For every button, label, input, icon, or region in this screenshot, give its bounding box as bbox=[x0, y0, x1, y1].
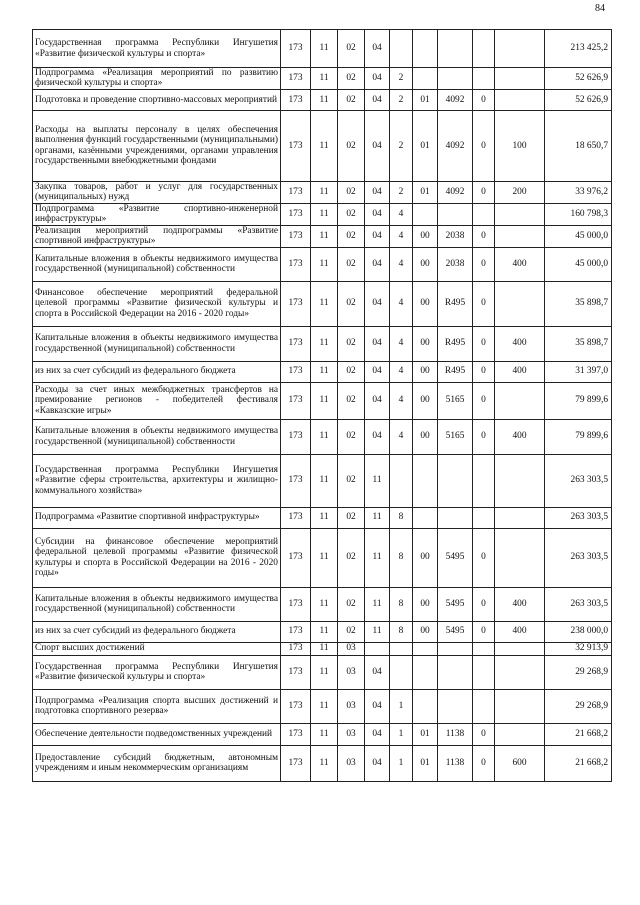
code-cell: 01 bbox=[413, 181, 438, 203]
row-name-cell: Предоставление субсидий бюджетным, автономным учреждениям и иным некоммерческим организациям bbox=[33, 745, 281, 781]
code-cell: 4 bbox=[390, 361, 413, 382]
code-cell: 173 bbox=[281, 68, 311, 90]
code-cell: 02 bbox=[338, 621, 365, 642]
code-cell: 11 bbox=[311, 30, 338, 68]
code-cell: 5495 bbox=[438, 621, 473, 642]
code-cell: 400 bbox=[495, 326, 545, 361]
code-cell: 173 bbox=[281, 419, 311, 454]
code-cell: 173 bbox=[281, 203, 311, 225]
code-cell: 02 bbox=[338, 30, 365, 68]
code-cell: 03 bbox=[338, 745, 365, 781]
code-cell: 01 bbox=[413, 745, 438, 781]
code-cell: 04 bbox=[365, 655, 390, 689]
code-cell: 02 bbox=[338, 203, 365, 225]
code-cell: 173 bbox=[281, 745, 311, 781]
code-cell: 4 bbox=[390, 203, 413, 225]
code-cell: 02 bbox=[338, 382, 365, 419]
code-cell: 04 bbox=[365, 225, 390, 247]
amount-cell: 21 668,2 bbox=[545, 745, 612, 781]
code-cell: 1138 bbox=[438, 723, 473, 745]
code-cell bbox=[495, 723, 545, 745]
code-cell: 11 bbox=[311, 528, 338, 587]
code-cell: 02 bbox=[338, 326, 365, 361]
code-cell: 01 bbox=[413, 110, 438, 181]
code-cell: 11 bbox=[311, 723, 338, 745]
code-cell: 4 bbox=[390, 419, 413, 454]
table-row bbox=[33, 723, 612, 745]
table-row bbox=[33, 326, 612, 361]
code-cell: 1 bbox=[390, 723, 413, 745]
amount-cell: 35 898,7 bbox=[545, 326, 612, 361]
table-row bbox=[33, 621, 612, 642]
page-number: 84 bbox=[595, 3, 605, 14]
code-cell: 173 bbox=[281, 30, 311, 68]
code-cell bbox=[495, 225, 545, 247]
code-cell: 173 bbox=[281, 181, 311, 203]
code-cell: 173 bbox=[281, 281, 311, 326]
row-name-cell: Обеспечение деятельности подведомственных учреждений bbox=[33, 723, 281, 745]
code-cell: 02 bbox=[338, 587, 365, 621]
code-cell bbox=[495, 68, 545, 90]
table-body bbox=[33, 30, 612, 782]
code-cell: 04 bbox=[365, 361, 390, 382]
amount-cell: 33 976,2 bbox=[545, 181, 612, 203]
table-row bbox=[33, 89, 612, 110]
row-name-cell: Подпрограмма «Развитие спортивной инфраструктуры» bbox=[33, 507, 281, 528]
code-cell: 00 bbox=[413, 247, 438, 281]
code-cell bbox=[473, 655, 495, 689]
row-name-cell: Капитальные вложения в объекты недвижимого имущества государственной (муниципальной) собственности bbox=[33, 247, 281, 281]
code-cell: R495 bbox=[438, 361, 473, 382]
code-cell: 200 bbox=[495, 181, 545, 203]
code-cell: 4092 bbox=[438, 110, 473, 181]
amount-cell: 79 899,6 bbox=[545, 419, 612, 454]
table-row bbox=[33, 382, 612, 419]
table-row bbox=[33, 361, 612, 382]
row-name-cell: Капитальные вложения в объекты недвижимого имущества государственной (муниципальной) собственности bbox=[33, 419, 281, 454]
code-cell: 11 bbox=[311, 326, 338, 361]
amount-cell: 29 268,9 bbox=[545, 655, 612, 689]
code-cell bbox=[495, 689, 545, 723]
code-cell: 0 bbox=[473, 528, 495, 587]
code-cell: 173 bbox=[281, 621, 311, 642]
amount-cell: 45 000,0 bbox=[545, 225, 612, 247]
code-cell: 11 bbox=[365, 587, 390, 621]
row-name-cell: Подготовка и проведение спортивно-массовых мероприятий bbox=[33, 89, 281, 110]
code-cell: 0 bbox=[473, 419, 495, 454]
code-cell bbox=[413, 30, 438, 68]
code-cell: 0 bbox=[473, 745, 495, 781]
code-cell: 11 bbox=[311, 225, 338, 247]
code-cell: 173 bbox=[281, 326, 311, 361]
code-cell: 0 bbox=[473, 181, 495, 203]
amount-cell: 35 898,7 bbox=[545, 281, 612, 326]
code-cell: 11 bbox=[311, 281, 338, 326]
row-name-cell: Спорт высших достижений bbox=[33, 642, 281, 655]
code-cell: 02 bbox=[338, 110, 365, 181]
code-cell bbox=[413, 642, 438, 655]
amount-cell: 79 899,6 bbox=[545, 382, 612, 419]
code-cell: 11 bbox=[311, 507, 338, 528]
code-cell: 100 bbox=[495, 110, 545, 181]
amount-cell: 45 000,0 bbox=[545, 247, 612, 281]
table-row bbox=[33, 689, 612, 723]
code-cell: 173 bbox=[281, 247, 311, 281]
code-cell: 173 bbox=[281, 89, 311, 110]
code-cell: 8 bbox=[390, 528, 413, 587]
code-cell: 04 bbox=[365, 89, 390, 110]
code-cell bbox=[438, 642, 473, 655]
code-cell: 0 bbox=[473, 89, 495, 110]
table-row bbox=[33, 587, 612, 621]
code-cell bbox=[495, 281, 545, 326]
code-cell bbox=[473, 30, 495, 68]
code-cell bbox=[473, 642, 495, 655]
code-cell: 173 bbox=[281, 587, 311, 621]
code-cell bbox=[390, 454, 413, 507]
row-name-cell: Реализация мероприятий подпрограммы «Развитие спортивной инфраструктуры» bbox=[33, 225, 281, 247]
code-cell bbox=[495, 528, 545, 587]
row-name-cell: Подпрограмма «Развитие спортивно-инженерной инфраструктуры» bbox=[33, 203, 281, 225]
row-name-cell: Закупка товаров, работ и услуг для государственных (муниципальных) нужд bbox=[33, 181, 281, 203]
row-name-cell: Расходы за счет иных межбюджетных трансфертов на премирование регионов - победителей фестиваля «Кавказские игры» bbox=[33, 382, 281, 419]
code-cell bbox=[438, 203, 473, 225]
code-cell: 02 bbox=[338, 225, 365, 247]
code-cell: 00 bbox=[413, 225, 438, 247]
code-cell bbox=[438, 689, 473, 723]
row-name-cell: Подпрограмма «Реализация мероприятий по развитию физической культуры и спорта» bbox=[33, 68, 281, 90]
code-cell: 8 bbox=[390, 507, 413, 528]
code-cell: 0 bbox=[473, 587, 495, 621]
code-cell: 5495 bbox=[438, 528, 473, 587]
code-cell: 00 bbox=[413, 281, 438, 326]
code-cell bbox=[495, 642, 545, 655]
code-cell bbox=[413, 68, 438, 90]
table-row bbox=[33, 655, 612, 689]
code-cell: 04 bbox=[365, 247, 390, 281]
table-row bbox=[33, 507, 612, 528]
code-cell: 03 bbox=[338, 689, 365, 723]
code-cell: 04 bbox=[365, 689, 390, 723]
code-cell: 4 bbox=[390, 326, 413, 361]
code-cell: 4 bbox=[390, 247, 413, 281]
code-cell: 11 bbox=[311, 419, 338, 454]
code-cell: 8 bbox=[390, 587, 413, 621]
code-cell: 11 bbox=[311, 689, 338, 723]
code-cell: 0 bbox=[473, 281, 495, 326]
code-cell: 173 bbox=[281, 528, 311, 587]
row-name-cell: из них за счет субсидий из федерального бюджета bbox=[33, 361, 281, 382]
code-cell bbox=[495, 382, 545, 419]
row-name-cell: Субсидии на финансовое обеспечение мероприятий федеральной целевой программы «Развитие физической культуры и спорта в Российской Федерации на 2016 - 2020 годы» bbox=[33, 528, 281, 587]
code-cell: 400 bbox=[495, 361, 545, 382]
budget-table bbox=[32, 29, 612, 782]
code-cell: 03 bbox=[338, 655, 365, 689]
code-cell bbox=[495, 30, 545, 68]
code-cell: 2 bbox=[390, 89, 413, 110]
row-name-cell: Подпрограмма «Реализация спорта высших достижений и подготовка спортивного резерва» bbox=[33, 689, 281, 723]
code-cell: 11 bbox=[311, 642, 338, 655]
code-cell: 00 bbox=[413, 621, 438, 642]
code-cell: 2 bbox=[390, 110, 413, 181]
code-cell: 02 bbox=[338, 454, 365, 507]
code-cell: 02 bbox=[338, 68, 365, 90]
table-row bbox=[33, 419, 612, 454]
code-cell: 11 bbox=[311, 587, 338, 621]
code-cell: 00 bbox=[413, 587, 438, 621]
code-cell bbox=[495, 454, 545, 507]
code-cell: 02 bbox=[338, 419, 365, 454]
code-cell bbox=[413, 655, 438, 689]
code-cell: 4 bbox=[390, 382, 413, 419]
code-cell: 00 bbox=[413, 326, 438, 361]
code-cell: 11 bbox=[311, 655, 338, 689]
table-row bbox=[33, 528, 612, 587]
table-row bbox=[33, 454, 612, 507]
code-cell: R495 bbox=[438, 281, 473, 326]
code-cell: 0 bbox=[473, 382, 495, 419]
code-cell: 02 bbox=[338, 361, 365, 382]
code-cell bbox=[495, 89, 545, 110]
code-cell: 5495 bbox=[438, 587, 473, 621]
code-cell: 11 bbox=[311, 247, 338, 281]
code-cell: 04 bbox=[365, 30, 390, 68]
code-cell: 04 bbox=[365, 723, 390, 745]
code-cell bbox=[438, 68, 473, 90]
code-cell: R495 bbox=[438, 326, 473, 361]
table-row bbox=[33, 247, 612, 281]
code-cell bbox=[438, 655, 473, 689]
row-name-cell: Государственная программа Республики Ингушетия «Развитие сферы строительства, архитектуры и жилищно-коммунального хозяйства» bbox=[33, 454, 281, 507]
code-cell: 5165 bbox=[438, 419, 473, 454]
table-row bbox=[33, 181, 612, 203]
table-row bbox=[33, 642, 612, 655]
table-row bbox=[33, 203, 612, 225]
amount-cell: 263 303,5 bbox=[545, 587, 612, 621]
code-cell: 11 bbox=[365, 528, 390, 587]
code-cell: 04 bbox=[365, 326, 390, 361]
code-cell: 173 bbox=[281, 225, 311, 247]
code-cell: 11 bbox=[311, 361, 338, 382]
code-cell: 04 bbox=[365, 281, 390, 326]
code-cell: 1 bbox=[390, 745, 413, 781]
code-cell bbox=[473, 68, 495, 90]
code-cell: 173 bbox=[281, 454, 311, 507]
code-cell: 11 bbox=[311, 181, 338, 203]
code-cell: 04 bbox=[365, 68, 390, 90]
row-name-cell: Капитальные вложения в объекты недвижимого имущества государственной (муниципальной) собственности bbox=[33, 326, 281, 361]
row-name-cell: Расходы на выплаты персоналу в целях обеспечения выполнения функций государственными (муниципальными) органами, казёнными учреждениями, органами управления государственными внебюджетными фондами bbox=[33, 110, 281, 181]
amount-cell: 263 303,5 bbox=[545, 454, 612, 507]
code-cell bbox=[473, 454, 495, 507]
code-cell: 00 bbox=[413, 382, 438, 419]
code-cell: 8 bbox=[390, 621, 413, 642]
code-cell: 03 bbox=[338, 642, 365, 655]
amount-cell: 263 303,5 bbox=[545, 507, 612, 528]
code-cell: 1 bbox=[390, 689, 413, 723]
code-cell: 0 bbox=[473, 361, 495, 382]
code-cell: 173 bbox=[281, 110, 311, 181]
code-cell: 04 bbox=[365, 181, 390, 203]
code-cell: 1138 bbox=[438, 745, 473, 781]
code-cell: 400 bbox=[495, 419, 545, 454]
code-cell bbox=[473, 203, 495, 225]
code-cell: 02 bbox=[338, 247, 365, 281]
code-cell: 04 bbox=[365, 382, 390, 419]
table-row bbox=[33, 281, 612, 326]
code-cell bbox=[438, 454, 473, 507]
code-cell: 11 bbox=[365, 507, 390, 528]
code-cell: 4 bbox=[390, 225, 413, 247]
code-cell: 02 bbox=[338, 281, 365, 326]
code-cell bbox=[413, 507, 438, 528]
code-cell: 04 bbox=[365, 745, 390, 781]
code-cell: 2038 bbox=[438, 225, 473, 247]
amount-cell: 160 798,3 bbox=[545, 203, 612, 225]
code-cell bbox=[438, 30, 473, 68]
amount-cell: 238 000,0 bbox=[545, 621, 612, 642]
row-name-cell: Финансовое обеспечение мероприятий федеральной целевой программы «Развитие физической культуры и спорта в Российской Федерации на 2016 - 2020 годы» bbox=[33, 281, 281, 326]
table-row bbox=[33, 30, 612, 68]
table-row bbox=[33, 225, 612, 247]
code-cell: 00 bbox=[413, 528, 438, 587]
code-cell bbox=[495, 507, 545, 528]
row-name-cell: Капитальные вложения в объекты недвижимого имущества государственной (муниципальной) собственности bbox=[33, 587, 281, 621]
code-cell bbox=[495, 203, 545, 225]
code-cell: 0 bbox=[473, 326, 495, 361]
code-cell: 173 bbox=[281, 689, 311, 723]
code-cell: 11 bbox=[311, 382, 338, 419]
code-cell: 01 bbox=[413, 89, 438, 110]
table-row bbox=[33, 110, 612, 181]
row-name-cell: Государственная программа Республики Ингушетия «Развитие физической культуры и спорта» bbox=[33, 655, 281, 689]
code-cell: 00 bbox=[413, 419, 438, 454]
code-cell: 11 bbox=[311, 621, 338, 642]
code-cell: 11 bbox=[311, 110, 338, 181]
code-cell bbox=[438, 507, 473, 528]
code-cell: 02 bbox=[338, 89, 365, 110]
table-row bbox=[33, 68, 612, 90]
code-cell: 01 bbox=[413, 723, 438, 745]
code-cell: 400 bbox=[495, 587, 545, 621]
code-cell: 2 bbox=[390, 68, 413, 90]
code-cell: 0 bbox=[473, 247, 495, 281]
table-row bbox=[33, 745, 612, 781]
amount-cell: 52 626,9 bbox=[545, 89, 612, 110]
code-cell: 173 bbox=[281, 723, 311, 745]
code-cell: 0 bbox=[473, 621, 495, 642]
code-cell: 04 bbox=[365, 419, 390, 454]
amount-cell: 32 913,9 bbox=[545, 642, 612, 655]
amount-cell: 29 268,9 bbox=[545, 689, 612, 723]
row-name-cell: из них за счет субсидий из федерального бюджета bbox=[33, 621, 281, 642]
code-cell: 11 bbox=[365, 621, 390, 642]
code-cell: 11 bbox=[311, 203, 338, 225]
code-cell: 4092 bbox=[438, 89, 473, 110]
code-cell: 02 bbox=[338, 528, 365, 587]
code-cell bbox=[413, 454, 438, 507]
code-cell bbox=[473, 689, 495, 723]
code-cell: 04 bbox=[365, 110, 390, 181]
code-cell: 173 bbox=[281, 361, 311, 382]
code-cell: 00 bbox=[413, 361, 438, 382]
code-cell: 400 bbox=[495, 621, 545, 642]
code-cell: 173 bbox=[281, 642, 311, 655]
amount-cell: 18 650,7 bbox=[545, 110, 612, 181]
code-cell: 5165 bbox=[438, 382, 473, 419]
code-cell: 11 bbox=[311, 68, 338, 90]
code-cell: 4092 bbox=[438, 181, 473, 203]
code-cell: 11 bbox=[311, 745, 338, 781]
code-cell: 400 bbox=[495, 247, 545, 281]
code-cell: 02 bbox=[338, 181, 365, 203]
code-cell: 2 bbox=[390, 181, 413, 203]
code-cell: 173 bbox=[281, 382, 311, 419]
code-cell: 04 bbox=[365, 203, 390, 225]
code-cell bbox=[495, 655, 545, 689]
amount-cell: 31 397,0 bbox=[545, 361, 612, 382]
code-cell: 11 bbox=[311, 89, 338, 110]
code-cell: 11 bbox=[311, 454, 338, 507]
code-cell bbox=[390, 30, 413, 68]
code-cell: 173 bbox=[281, 507, 311, 528]
amount-cell: 52 626,9 bbox=[545, 68, 612, 90]
amount-cell: 213 425,2 bbox=[545, 30, 612, 68]
code-cell bbox=[390, 642, 413, 655]
row-name-cell: Государственная программа Республики Ингушетия «Развитие физической культуры и спорта» bbox=[33, 30, 281, 68]
code-cell: 0 bbox=[473, 225, 495, 247]
code-cell: 4 bbox=[390, 281, 413, 326]
code-cell: 0 bbox=[473, 723, 495, 745]
code-cell: 11 bbox=[365, 454, 390, 507]
code-cell: 03 bbox=[338, 723, 365, 745]
code-cell bbox=[365, 642, 390, 655]
code-cell: 2038 bbox=[438, 247, 473, 281]
code-cell: 02 bbox=[338, 507, 365, 528]
code-cell bbox=[390, 655, 413, 689]
amount-cell: 263 303,5 bbox=[545, 528, 612, 587]
code-cell: 173 bbox=[281, 655, 311, 689]
code-cell bbox=[413, 203, 438, 225]
amount-cell: 21 668,2 bbox=[545, 723, 612, 745]
code-cell bbox=[473, 507, 495, 528]
code-cell: 0 bbox=[473, 110, 495, 181]
code-cell: 600 bbox=[495, 745, 545, 781]
code-cell bbox=[413, 689, 438, 723]
